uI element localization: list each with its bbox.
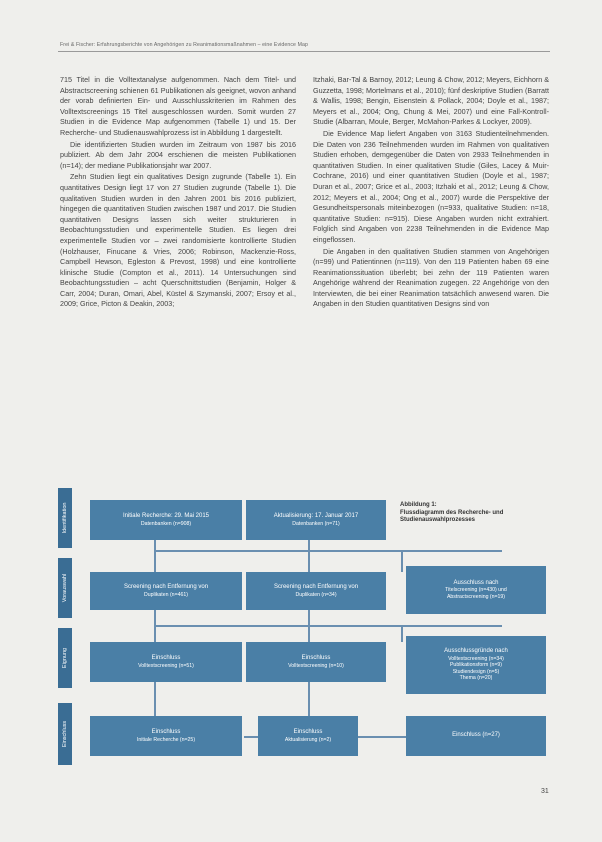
- box-excluded-abstract: Ausschluss nach Titelscreening (n=430) und Abstractscreening (n=19): [406, 566, 546, 614]
- connector: [308, 682, 310, 716]
- text-column-right: [313, 75, 549, 311]
- connector: [154, 550, 502, 552]
- paragraph: Itzhaki, Bar-Tal & Barnoy, 2012; Leung & Chow, 2012; Meyers, Eichhorn & Guzzetta, 1998; Mortelmans et al., 2010); fünf deskriptive Studien (Barratt & Wallis, 1998; Bengin, Eisenstein & Pollack, 2004; Doyle et al., 1987; Meyers et al., 2004; Ong, Chung & Mei, 2007) und eine Fall-Kontroll-Studie (Albarran, Moule, Berger, McMahon-Parkes & Lockyer, 2009).: [313, 75, 549, 127]
- paragraph: Die Angaben in den qualitativen Studien stammen von Angehörigen (n=99) und Patientinnen (n=119). Von den 119 Patienten haben 69 eine Reanimationssituation überlebt; bei zehn der 119 Patienten waren Angehörige während der Reanimation zugegen. 22 Angehörige von den Interviewten, die bei einer Reanimation tatsächlich anwesend waren. Die Angaben in den Studien quantitativen Designs sind von: [313, 246, 549, 309]
- box-excluded-fulltext: Ausschlussgründe nach Volltextscreening (n=34) Publikationsform (n=9) Studiendesign (n=5) Thema (n=20): [406, 636, 546, 694]
- stage-band-identification: Identifikation: [58, 488, 72, 548]
- connector: [154, 682, 156, 716]
- page-number: 31: [541, 788, 549, 795]
- running-header: Frei & Fischer: Erfahrungsberichte von Angehörigen zu Reanimationsmaßnahmen – eine Evidence Map: [60, 42, 308, 48]
- figure-caption: Abbildung 1: Flussdiagramm des Recherche- und Studienauswahlprozesses: [400, 502, 504, 524]
- connector: [358, 736, 406, 738]
- paragraph: Zehn Studien liegt ein qualitatives Design zugrunde (Tabelle 1). Ein quantitatives Design liegt 17 von 27 Studien zugrunde (Tabelle 1). Die qualitativen Studien wurden in den Jahren 2001 bis 2016 publiziert, hingegen die quantitativen Studien zwischen 1987 und 2017. Die Studien quantitativen Designs lassen sich weiter strukturieren in Beobachtungsstudien und experimentelle Studien. Es liegen drei experimentelle Studien vor – zwei randomisierte kontrollierte Studien (Holzhauser, Finucane & Vries, 2006; Robinson, Mackenzie-Ross, Campbell Hewson, Egleston & Prevost, 1998) und eine kontrollierte klinische Studie (Compton et al., 2011). 14 Untersuchungen sind Beobachtungsstudien – acht Querschnittstudien (Benjamin, Holger & Carr, 2004; Duran, Omari, Abel, Küstel & Szymanski, 2007; Ersoy et al., 2009; Grice, Picton & Deakin, 2003;: [60, 172, 296, 309]
- stage-band-inclusion: Einschluss: [58, 703, 72, 765]
- paragraph: Die Evidence Map liefert Angaben von 3163 Studienteilnehmenden. Die Daten von 236 Teilnehmenden wurden im Rahmen von qualitativen Studien erhoben, demgegenüber die Daten von 2933 Teilnehmenden in quantitativen Studien. In einer qualitativen Studie (Giles, Lacey & Muir-Cochrane, 2016) und einer quantitativen Studien (Doyle et al., 1987; Duran et al., 2007; Grice et al., 2003; Itzhaki et al., 2012; Leung & Chow, 2012; Meyers et al., 2004; Ong et al., 2007) wurde die Perspektive der Gesundheitspersonals miteinbezogen (n=933, qualitative Studien: n=18, quantitative Studien: n=915). Diese Angaben wurden nicht extrahiert. Folglich sind Angaben von 2238 Teilnehmenden in die Evidence Map eingeflossen.: [313, 128, 549, 244]
- text-column-left: [60, 75, 296, 311]
- flow-diagram: [58, 488, 550, 768]
- box-screening-update: Screening nach Entfernung von Duplikaten (n=34): [246, 572, 386, 610]
- stage-band-screening: Vorauswahl: [58, 558, 72, 618]
- connector: [154, 540, 156, 572]
- connector: [308, 540, 310, 572]
- box-total-included: Einschluss (n=27): [406, 716, 546, 756]
- connector: [244, 736, 258, 738]
- box-screening-initial: Screening nach Entfernung von Duplikaten (n=461): [90, 572, 242, 610]
- paragraph: Die identifizierten Studien wurden im Zeitraum von 1987 bis 2016 publiziert. Ab dem Jahr 2004 erschienen die meisten Publikationen (n=14); der mediane Publikationsjahr war 2007.: [60, 139, 296, 170]
- box-included-update: Einschluss Aktualisierung (n=2): [258, 716, 358, 756]
- box-initial-search: Initiale Recherche: 29. Mai 2015 Datenbanken (n=908): [90, 500, 242, 540]
- box-eligibility-initial: Einschluss Volltextscreening (n=51): [90, 642, 242, 682]
- paragraph: 715 Titel in die Volltextanalyse aufgenommen. Nach dem Titel- und Abstractscreening schienen 61 Publikationen als geeignet, wovon anhand der vorab definierten Ein- und Ausschlusskriterien im Rahmen des Volltextscreenings 15 Titel ausgeschlossen wurden. Somit wurden 27 Studien in die Evidence Map aufgenommen (Tabelle 1) und 15. Der Recherche- und Studienauswahlprozess ist in Abbildung 1 dargestellt.: [60, 75, 296, 137]
- connector: [401, 625, 403, 642]
- connector: [154, 625, 502, 627]
- box-eligibility-update: Einschluss Volltextscreening (n=10): [246, 642, 386, 682]
- box-update-search: Aktualisierung: 17. Januar 2017 Datenbanken (n=71): [246, 500, 386, 540]
- box-included-initial: Einschluss Initiale Recherche (n=25): [90, 716, 242, 756]
- header-rule: [58, 51, 550, 52]
- stage-band-eligibility: Eignung: [58, 628, 72, 688]
- connector: [401, 550, 403, 572]
